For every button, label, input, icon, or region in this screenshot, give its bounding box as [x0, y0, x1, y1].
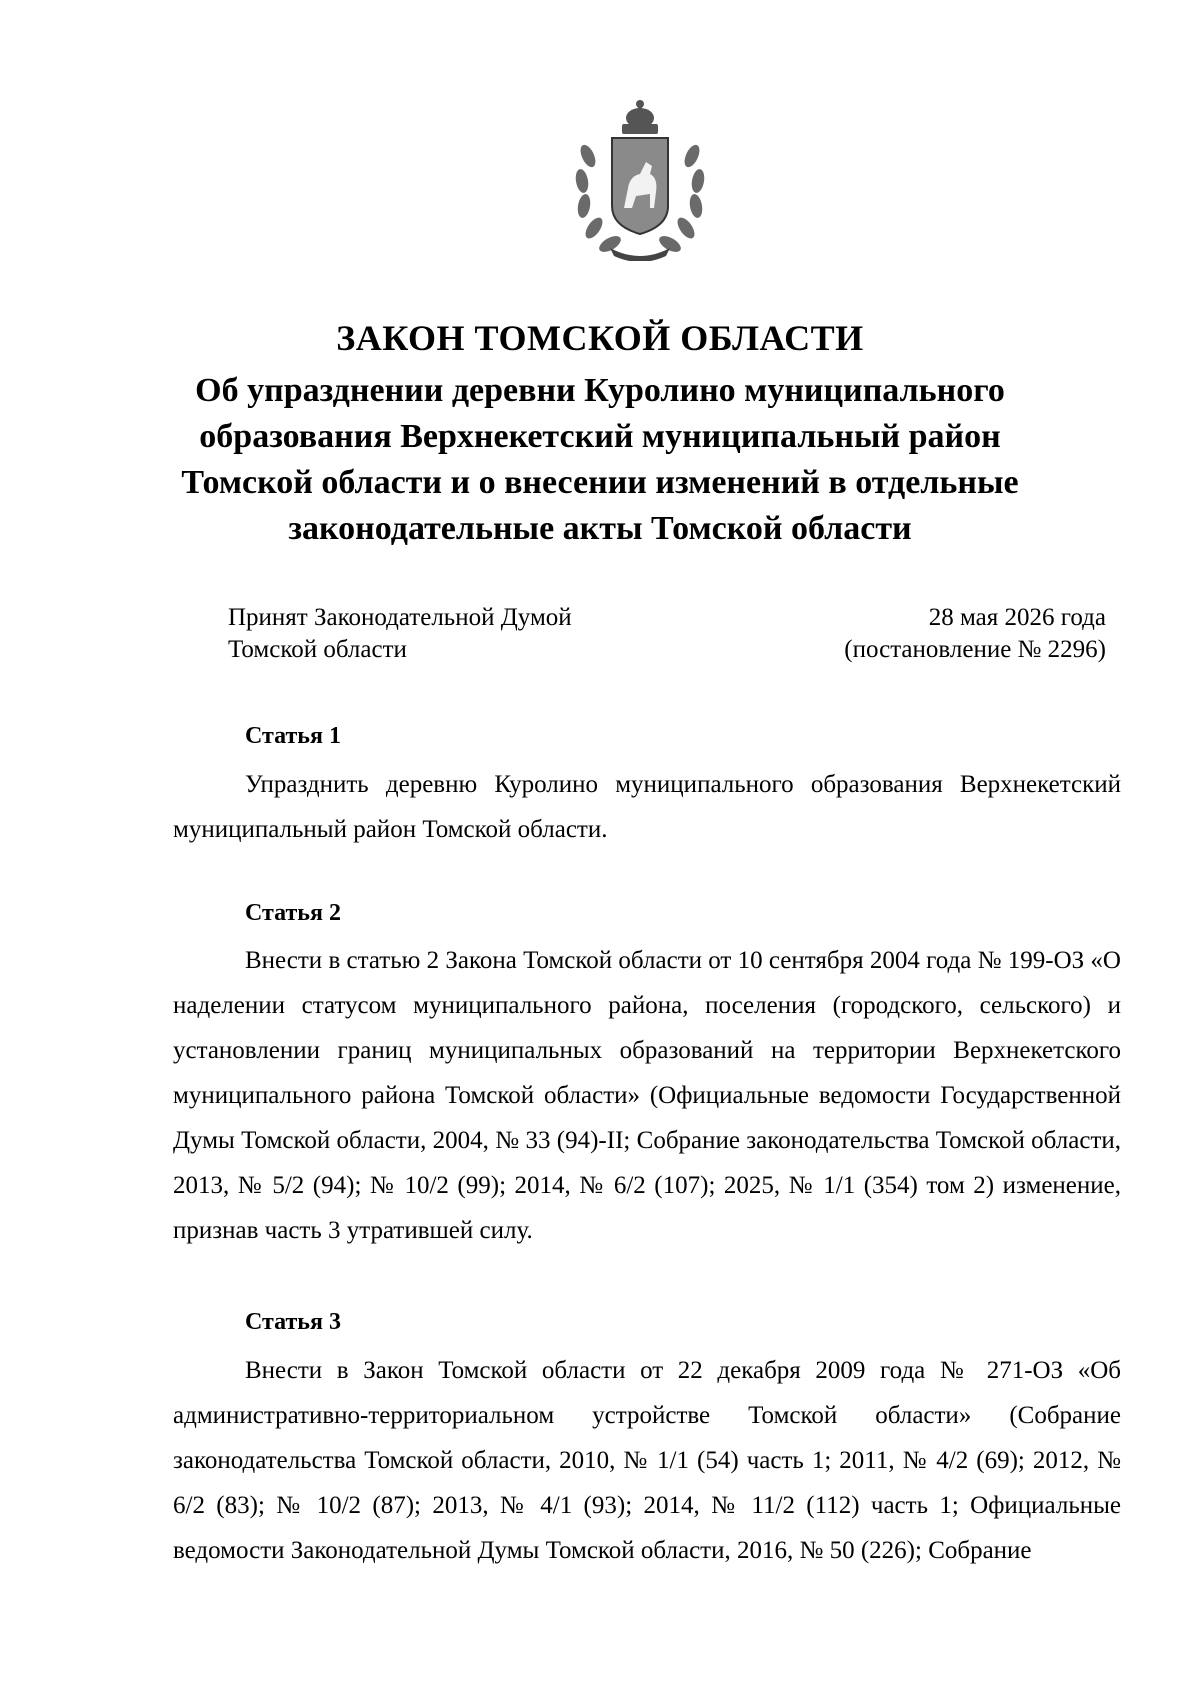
adoption-date-line: 28 мая 2026 года [928, 604, 1106, 631]
subtitle-line: образования Верхнекетский муниципальный район [199, 418, 1001, 455]
subtitle-line: законодательные акты Томской области [288, 510, 912, 547]
law-title: ЗАКОН ТОМСКОЙ ОБЛАСТИ [336, 318, 864, 358]
adoption-date [844, 602, 1106, 666]
coat-of-arms-icon [570, 96, 710, 261]
law-subtitle [0, 368, 1200, 552]
article-1-heading: Статья 1 [245, 723, 341, 749]
subtitle-line: Томской области и о внесении изменений в отдельные [181, 464, 1019, 501]
adopted-by-line: Томской области [228, 636, 407, 663]
article-2-text: Внести в статью 2 Закона Томской области от 10 сентября 2004 года № 199-ОЗ «О наделении статусом муниципального района, поселения (городского, сельского) и установлении границ муниципальных образований на территории Верхнекетского муниципального района Томской области» (Официальные ведомости Государственной Думы Томской области, 2004, № 33 (94)-II; Собрание законодательства Томской области, 2013, № 5/2 (94); № 10/2 (99); 2014, № 6/2 (107); 2025, № 1/1 (354) том 2) изменение, признав часть 3 утратившей силу. [173, 947, 1121, 1244]
article-1-text: Упразднить деревню Куролино муниципального образования Верхнекетский муниципальный район Томской области. [173, 771, 1121, 843]
law-title-block [0, 318, 1200, 552]
adopted-by [228, 602, 572, 666]
resolution-number: (постановление № 2296) [844, 636, 1106, 663]
article-3-text: Внести в Закон Томской области от 22 декабря 2009 года № 271-ОЗ «Об административно-территориальном устройстве Томской области» (Собрание законодательства Томской области, 2010, № 1/1 (54) часть 1; 2011, № 4/2 (69); 2012, № 6/2 (83); № 10/2 (87); 2013, № 4/1 (93); 2014, № 11/2 (112) часть 1; Официальные ведомости Законодательной Думы Томской области, 2016, № 50 (226); Собрание [173, 1357, 1121, 1564]
adopted-by-line: Принят Законодательной Думой [228, 604, 572, 631]
article-3-heading: Статья 3 [245, 1309, 341, 1335]
subtitle-line: Об упразднении деревни Куролино муниципального [195, 372, 1005, 409]
article-2-heading: Статья 2 [245, 900, 341, 926]
